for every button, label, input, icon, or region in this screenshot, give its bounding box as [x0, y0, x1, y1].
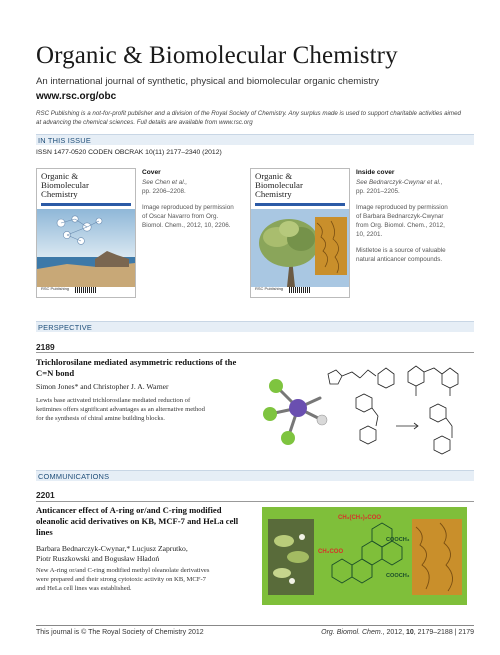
inside-cover-image [251, 209, 349, 287]
ester-label-2: CH₃COO [318, 549, 344, 555]
communications-abstract: New A-ring or/and C-ring modified methyl oleanolate derivatives were prepared and their strong cytotoxic activity on KB, MCF-7 and HeLa cell lines was established. [36, 567, 210, 592]
front-cover-thumbnail[interactable] [36, 168, 136, 298]
journal-title: Organic & Biomolecular Chemistry [36, 42, 398, 69]
barcode [75, 287, 97, 293]
cover-journal-name: Organic & Biomolecular Chemistry [255, 171, 303, 200]
barcode [289, 287, 311, 293]
in-this-issue-bar [36, 134, 474, 145]
ester-label-4: COOCH₃ [386, 573, 410, 579]
front-cover-image [37, 209, 135, 287]
publisher-logo: RSC Publishing [41, 286, 70, 291]
journal-url-link[interactable]: www.rsc.org/obc [36, 91, 117, 102]
perspective-graphical-abstract [258, 356, 474, 460]
perspective-rule [36, 352, 474, 353]
cover-strip [41, 203, 131, 206]
publisher-logo: RSC Publishing [255, 286, 284, 291]
front-cover-description: Cover See Chen et al., pp. 2206–2208. Image reproduced by permission of Oscar Navarro from Org. Biomol. Chem., 2012, 10, 2206. [142, 169, 234, 230]
issn-line: ISSN 1477-0520 CODEN OBCRAK 10(11) 2177–2340 (2012) [36, 149, 222, 156]
cover-strip [255, 203, 345, 206]
inside-cover-description: Inside cover See Bednarczyk-Cwynar et al., pp. 2201–2205. Image reproduced by permission of Barbara Bednarczyk-Cwynar from Org. Biomol. Chem., 2012, 10, 2201. Mistletoe is a source of valuable natural anticancer compounds. [356, 169, 448, 264]
perspective-heading: PERSPECTIVE [38, 323, 92, 332]
communications-rule [36, 501, 474, 502]
ester-label-1: CH₃(CH₂)₂COO [338, 515, 382, 521]
communications-graphical-abstract [262, 507, 467, 605]
journal-header [36, 42, 476, 127]
communications-article-title[interactable]: Anticancer effect of A-ring or/and C-ring modified oleanolic acid derivatives on KB, MCF-7 and HeLa cell lines [36, 505, 239, 537]
footer-citation: Org. Biomol. Chem., 2012, 10, 2179–2188 | 2179 [321, 629, 474, 636]
inside-cover-thumbnail[interactable] [250, 168, 350, 298]
perspective-abstract: Lewis base activated trichlorosilane mediated reduction of ketimines offers significant advantages as an alternative method for the synthesis of chiral amine building blocks. [36, 397, 205, 422]
communications-page-number[interactable]: 2201 [36, 490, 55, 500]
in-this-issue-heading: IN THIS ISSUE [38, 136, 91, 145]
ester-label-3: COOCH₃ [386, 537, 410, 543]
communications-bar [36, 470, 474, 481]
communications-authors: Barbara Bednarczyk-Cwynar,* Lucjusz Zaprutko, Piotr Ruszkowski and Bogusław Hładoń [36, 544, 188, 563]
footer-rule [36, 625, 474, 626]
perspective-authors: Simon Jones* and Christopher J. A. Warner [36, 382, 169, 391]
perspective-page-number[interactable]: 2189 [36, 342, 55, 352]
publisher-notice: RSC Publishing is a not-for-profit publisher and a division of the Royal Society of Chemistry. Any surplus made is used to support charitable activities aimed at advancing the chemical sciences. Full details are available from www.rsc.org [36, 110, 461, 126]
cover-journal-name: Organic & Biomolecular Chemistry [41, 171, 89, 200]
communications-heading: COMMUNICATIONS [38, 472, 110, 481]
perspective-bar [36, 321, 474, 332]
journal-subtitle: An international journal of synthetic, physical and biomolecular organic chemistry [36, 76, 379, 87]
perspective-article-title[interactable]: Trichlorosilane mediated asymmetric reductions of the C=N bond [36, 357, 237, 378]
footer-copyright: This journal is © The Royal Society of Chemistry 2012 [36, 629, 204, 636]
